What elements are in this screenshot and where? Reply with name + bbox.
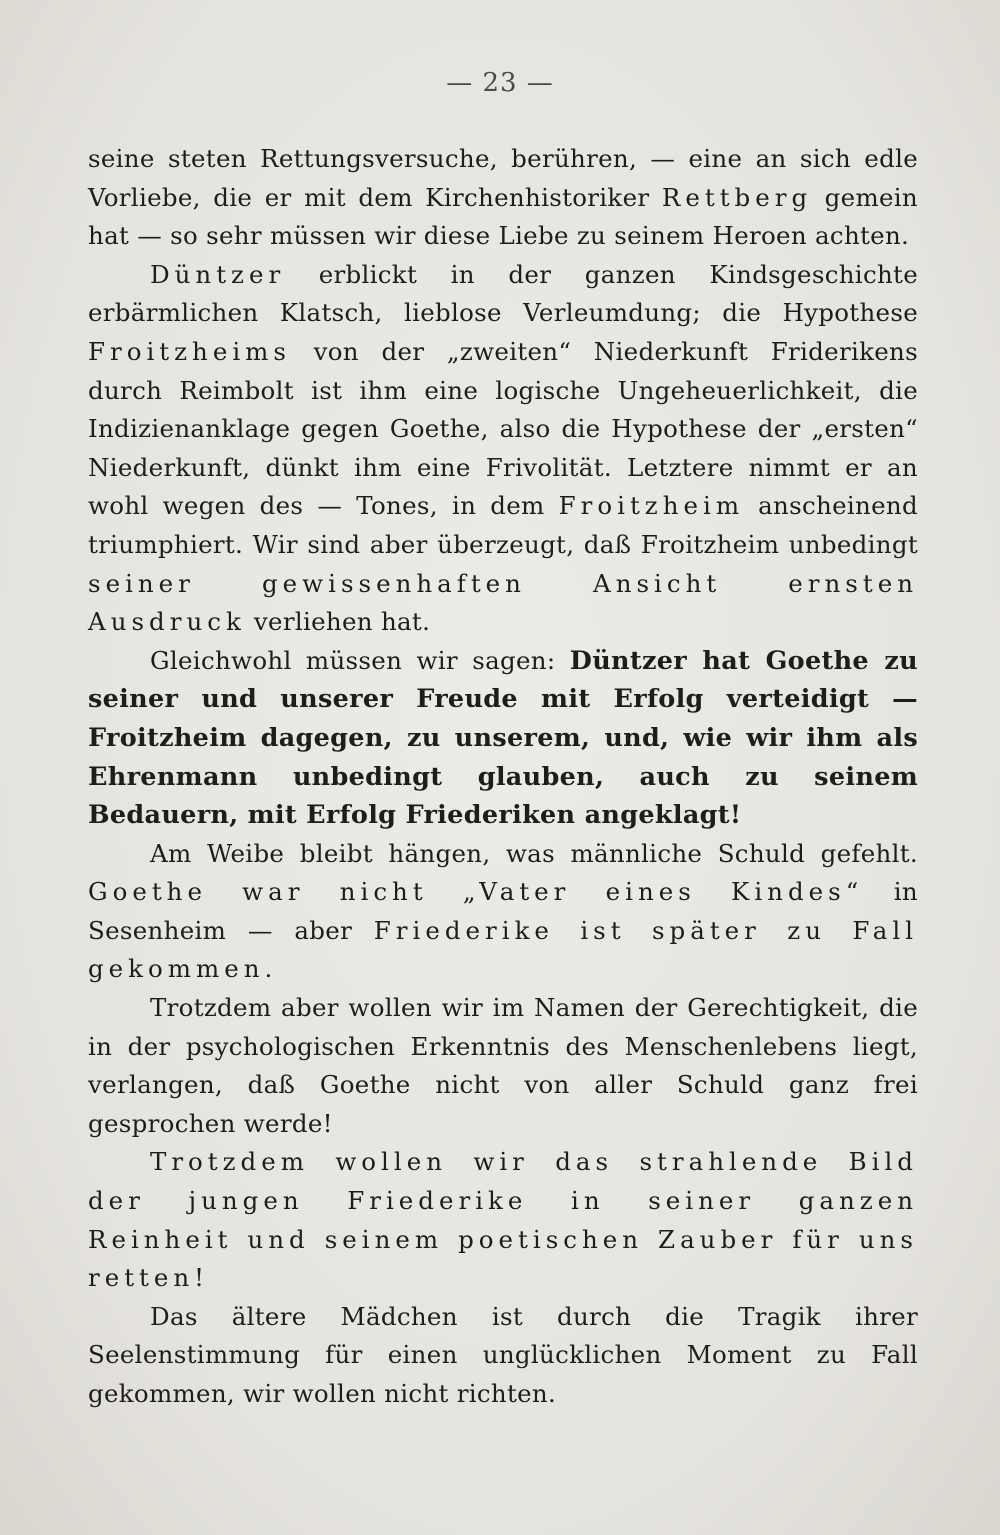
text-segment: in Sesenheim — aber (88, 877, 918, 945)
paragraph-1 (88, 140, 918, 256)
text-segment: Am Weibe bleibt hängen, was männliche Schuld gefehlt. (150, 838, 918, 868)
text-segment: Gleichwohl müssen wir sagen: (150, 645, 570, 675)
text-segment-bold: Düntzer hat Goethe zu seiner und unserer Freude mit Erfolg verteidigt — Froitzheim dagegen, zu unserem, und, wie wir ihm als Ehrenmann unbedingt glauben, auch zu seinem Bedauern, mit Erfolg Friederiken angeklagt! (88, 645, 918, 831)
text-segment-spaced: Friederike ist später zu Fall gekommen. (88, 915, 918, 984)
text-segment: Das ältere Mädchen ist durch die Tragik ihrer Seelenstimmung für einen unglücklichen Moment zu Fall gekommen, wir wollen nicht richten. (88, 1301, 918, 1408)
text-segment-spaced: Trotzdem wollen wir das strahlende Bild der jungen Friederike in seiner ganzen Reinheit und seinem poetischen Zauber für uns retten! (88, 1147, 918, 1293)
page-body (88, 140, 918, 1414)
text-segment: Trotzdem aber wollen wir im Namen der Gerechtigkeit, die in der psychologischen Erkenntnis des Menschenlebens liegt, verlangen, daß Goethe nicht von aller Schuld ganz frei gesprochen werde! (88, 993, 918, 1138)
text-segment: gemein hat — so sehr müssen wir diese Liebe zu seinem Heroen achten. (88, 182, 919, 251)
text-segment-spaced: seiner gewissenhaften Ansicht ernsten Ausdruck (88, 568, 918, 637)
text-segment: anscheinend triumphiert. Wir sind aber überzeugt, daß Froitzheim unbedingt (88, 491, 918, 559)
paragraph-7 (88, 1298, 918, 1414)
text-segment-spaced: Düntzer (150, 259, 286, 289)
text-segment: erblickt in der ganzen Kindsgeschichte erbärmlichen Klatsch, lieblose Verleumdung; die Hypothese (88, 259, 918, 328)
text-segment: verliehen hat. (245, 607, 431, 637)
text-segment-spaced: Goethe war nicht „Vater eines Kindes“ (88, 877, 864, 907)
paragraph-6 (88, 1143, 918, 1297)
paragraph-2 (88, 256, 918, 642)
text-segment: seine steten Rettungsversuche, berühren, — eine an sich edle Vorliebe, die er mit dem Kirchenhistoriker (88, 144, 918, 212)
paragraph-5 (88, 989, 918, 1143)
text-segment: von der „zweiten“ Niederkunft Friderikens durch Reimbolt ist ihm eine logische Ungeheuerlichkeit, die Indizienanklage gegen Goethe, also die Hypothese der „ersten“ Niederkunft, dünkt ihm eine Frivolität. Letztere nimmt er an wohl wegen des — Tones, in dem (88, 336, 918, 521)
paragraph-4 (88, 835, 918, 989)
text-segment-spaced: Froitzheim (558, 491, 745, 521)
paragraph-3 (88, 642, 918, 835)
page-number: — 23 — (446, 68, 554, 98)
text-segment-spaced: Rettberg (661, 182, 813, 212)
text-segment-spaced: Froitzheims (88, 336, 291, 366)
